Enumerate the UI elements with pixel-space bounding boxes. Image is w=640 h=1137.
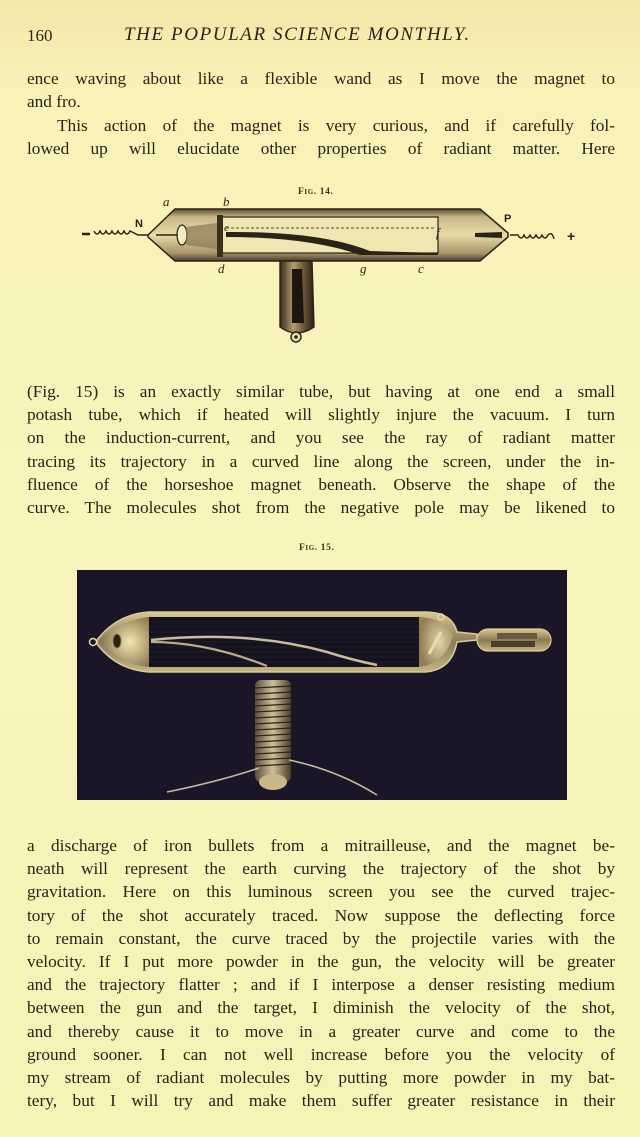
text-line: potash tube, which if heated will slightly injure the vacuum. I turn <box>27 405 615 425</box>
page-header <box>27 24 617 50</box>
label-b: b <box>223 195 230 209</box>
text-line: on the induction-current, and you see the ray of radiant matter <box>27 428 615 448</box>
text-line: between the gun and the target, I diminish the velocity of the shot, <box>27 998 615 1018</box>
label-N: N <box>135 218 143 230</box>
paragraph-1 <box>27 67 615 113</box>
text-line: neath will represent the earth curving the trajectory of the shot by <box>27 859 615 879</box>
running-title: THE POPULAR SCIENCE MONTHLY. <box>124 24 471 45</box>
label-g: g <box>360 261 367 276</box>
text-line: This action of the magnet is very curious, and if carefully fol- <box>57 116 615 135</box>
figure-15-potash-tube-plate <box>77 570 567 800</box>
page-number: 160 <box>27 26 53 45</box>
text-line: tery, but I will try and make them suffer greater resistance in their <box>27 1091 615 1111</box>
figure-14-crookes-tube-illustration <box>70 195 600 350</box>
text-line: curve. The molecules shot from the negative pole may be likened to <box>27 498 615 518</box>
text-line: fluence of the horseshoe magnet beneath. Observe the shape of the <box>27 474 615 494</box>
text-line: (Fig. 15) is an exactly similar tube, but having at one end a small <box>27 382 615 401</box>
paragraph-3 <box>27 380 615 519</box>
text-line: a discharge of iron bullets from a mitrailleuse, and the magnet be- <box>27 836 615 855</box>
label-e: e <box>224 222 229 234</box>
text-line: and thereby cause it to move in a greater curve and come to the <box>27 1021 615 1041</box>
figure-14-caption: Fig. 14. <box>298 187 334 197</box>
label-a: a <box>163 195 170 209</box>
label-c: c <box>418 261 424 276</box>
text-line: tory of the shot accurately traced. Now suppose the deflecting force <box>27 905 615 925</box>
label-P: P <box>504 213 512 225</box>
label-f: f <box>436 225 440 240</box>
label-plus: + <box>567 228 576 244</box>
text-line: and fro. <box>27 92 81 112</box>
text-line: to remain constant, the curve traced by the projectile varies with the <box>27 928 615 948</box>
paragraph-4 <box>27 834 615 1112</box>
text-line: ence waving about like a flexible wand as I move the magnet to <box>27 69 615 88</box>
figure-15-caption: Fig. 15. <box>299 543 335 553</box>
text-line: and the trajectory flatter ; and if I interpose a denser resisting medium <box>27 975 615 995</box>
text-line: velocity. If I put more powder in the gun, the velocity will be greater <box>27 952 615 972</box>
label-d: d <box>218 261 225 276</box>
paragraph-2 <box>27 114 615 160</box>
text-line: tracing its trajectory in a curved line along the screen, under the in- <box>27 451 615 471</box>
text-line: my stream of radiant molecules by putting more powder in my bat- <box>27 1068 615 1088</box>
text-line: gravitation. Here on this luminous screen you see the curved trajec- <box>27 882 615 902</box>
text-line: ground sooner. I can not well increase before you the velocity of <box>27 1044 615 1064</box>
text-line: lowed up will elucidate other properties of radiant matter. Here <box>27 139 615 159</box>
